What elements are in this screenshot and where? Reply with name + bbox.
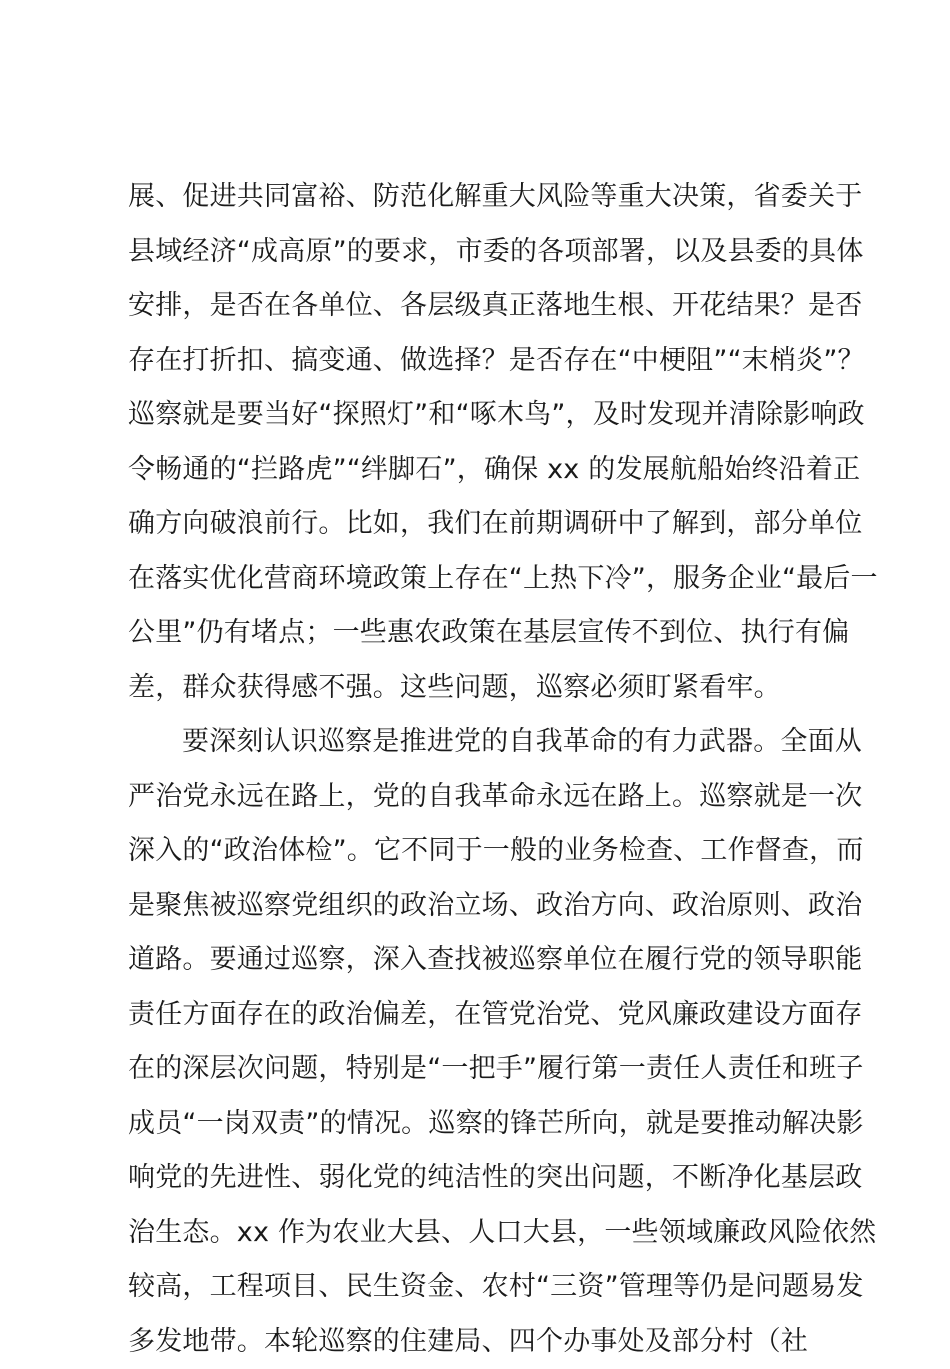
text-line: 是聚焦被巡察党组织的政治立场、政治方向、政治原则、政治 — [128, 879, 838, 934]
text-line: 治生态。xx 作为农业大县、人口大县，一些领域廉政风险依然 — [128, 1206, 838, 1261]
text-line: 差，群众获得感不强。这些问题，巡察必须盯紧看牢。 — [128, 661, 838, 716]
text-line: 公里”仍有堵点；一些惠农政策在基层宣传不到位、执行有偏 — [128, 606, 838, 661]
text-line: 成员“一岗双责”的情况。巡察的锋芒所向，就是要推动解决影 — [128, 1097, 838, 1152]
text-line: 深入的“政治体检”。它不同于一般的业务检查、工作督查，而 — [128, 824, 838, 879]
text-line: 在落实优化营商环境政策上存在“上热下冷”，服务企业“最后一 — [128, 552, 838, 607]
text-line: 响党的先进性、弱化党的纯洁性的突出问题，不断净化基层政 — [128, 1151, 838, 1206]
text-line: 存在打折扣、搞变通、做选择？是否存在“中梗阻”“末梢炎”？ — [128, 334, 838, 389]
text-line: 县域经济“成高原”的要求，市委的各项部署，以及县委的具体 — [128, 225, 838, 280]
text-line: 令畅通的“拦路虎”“绊脚石”，确保 xx 的发展航船始终沿着正 — [128, 443, 838, 498]
document-body — [128, 170, 838, 1369]
text-line: 在的深层次问题，特别是“一把手”履行第一责任人责任和班子 — [128, 1042, 838, 1097]
text-line: 道路。要通过巡察，深入查找被巡察单位在履行党的领导职能 — [128, 933, 838, 988]
text-line: 安排，是否在各单位、各层级真正落地生根、开花结果？是否 — [128, 279, 838, 334]
text-line: 严治党永远在路上，党的自我革命永远在路上。巡察就是一次 — [128, 770, 838, 825]
text-line: 多发地带。本轮巡察的住建局、四个办事处及部分村（社 — [128, 1315, 838, 1369]
text-line: 展、促进共同富裕、防范化解重大风险等重大决策，省委关于 — [128, 170, 838, 225]
text-line: 较高，工程项目、民生资金、农村“三资”管理等仍是问题易发 — [128, 1260, 838, 1315]
text-line: 要深刻认识巡察是推进党的自我革命的有力武器。全面从 — [128, 715, 838, 770]
paragraph-1 — [128, 170, 838, 715]
paragraph-2 — [128, 715, 838, 1369]
text-line: 责任方面存在的政治偏差，在管党治党、党风廉政建设方面存 — [128, 988, 838, 1043]
text-line: 巡察就是要当好“探照灯”和“啄木鸟”，及时发现并清除影响政 — [128, 388, 838, 443]
text-line: 确方向破浪前行。比如，我们在前期调研中了解到，部分单位 — [128, 497, 838, 552]
